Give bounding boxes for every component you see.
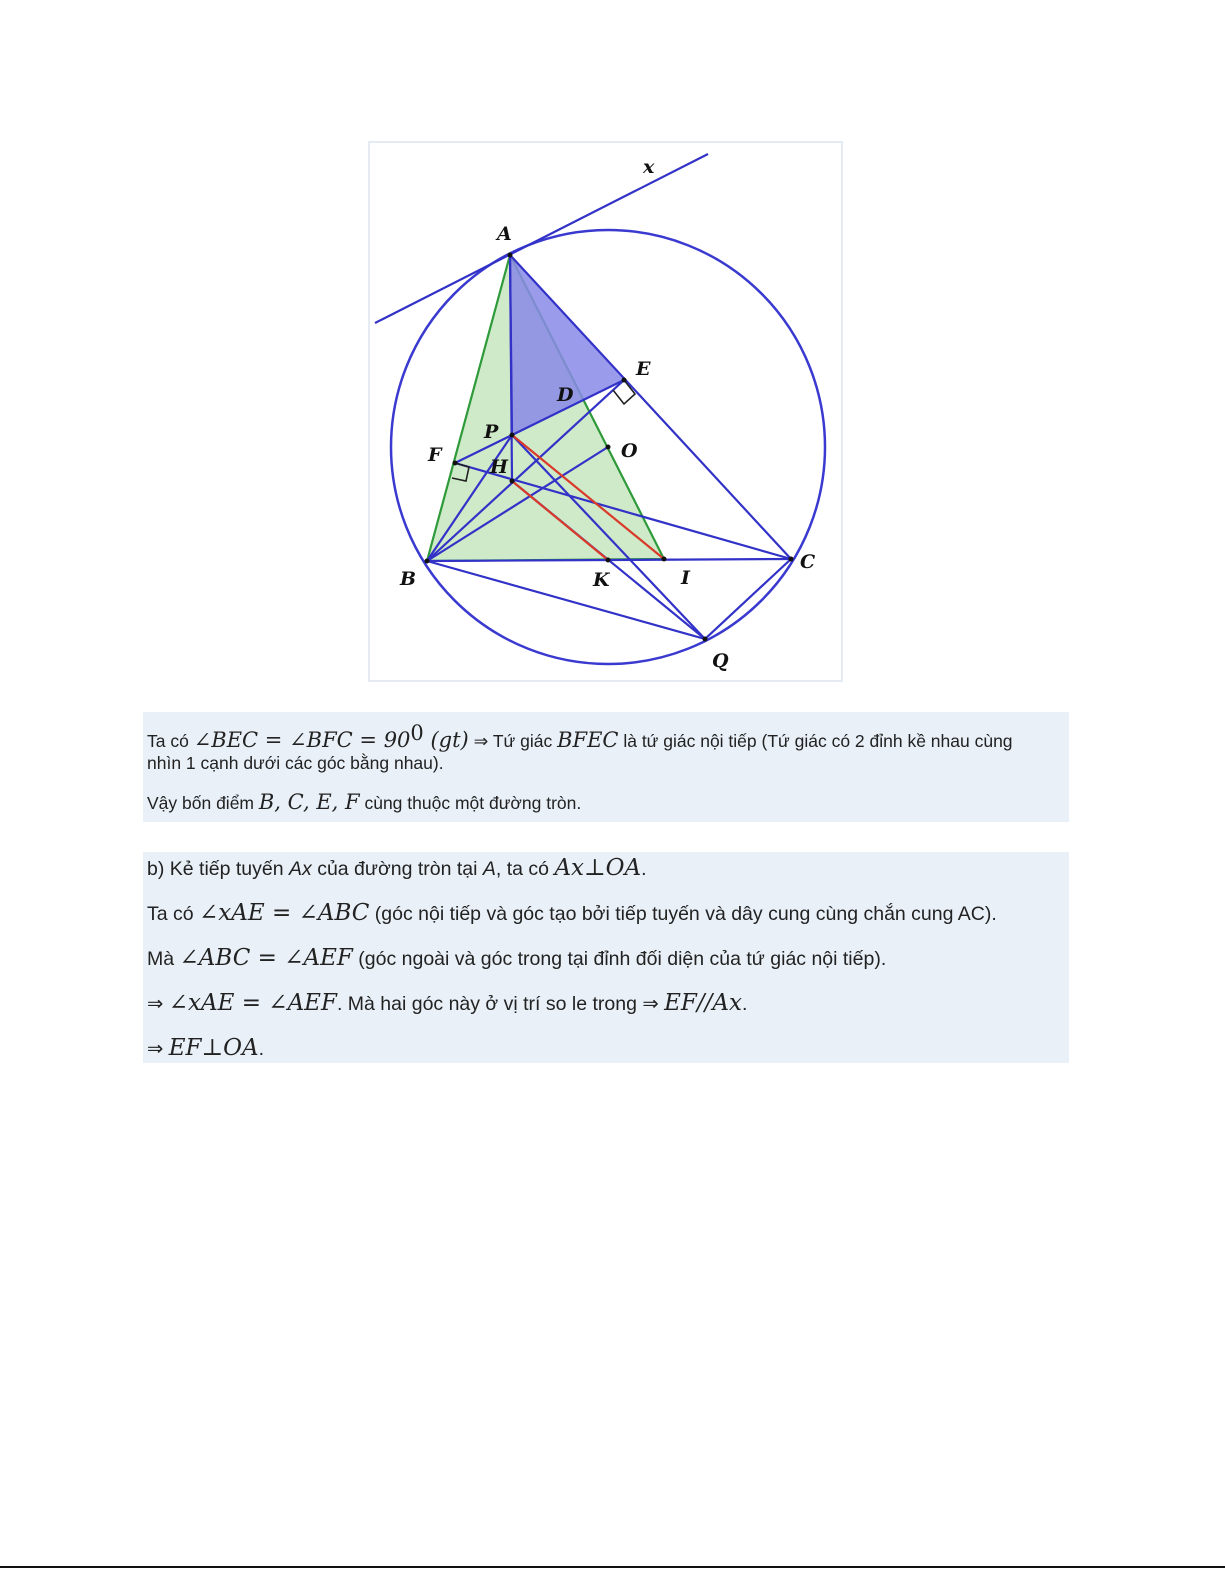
geometry-figure	[368, 141, 843, 682]
proof-a-line-2: nhìn 1 cạnh dưới các góc bằng nhau).	[147, 753, 444, 773]
proof-b-line-5: ⇒ EF⊥OA.	[147, 1035, 265, 1061]
proof-part-b	[143, 852, 1069, 1063]
proof-b-line-2: Ta có ∠xAE = ∠ABC (góc nội tiếp và góc tạo bởi tiếp tuyến và dây cung cùng chắn cung AC).	[147, 900, 997, 926]
label-i: I	[681, 567, 690, 589]
geometry-diagram	[370, 143, 841, 680]
label-q: Q	[712, 650, 729, 672]
segment-cq	[705, 559, 791, 639]
label-d: D	[557, 384, 574, 406]
proof-a-line-1: Ta có ∠BEC = ∠BFC = $90^0$ (gt) ⇒ Tứ giác BFEC là tứ giác nội tiếp (Tứ giác có 2 đỉnh kề nhau cùng	[147, 721, 1013, 752]
segment-bq	[427, 561, 705, 639]
proof-b-line-3: Mà ∠ABC = ∠AEF (góc ngoài và góc trong tại đỉnh đối diện của tứ giác nội tiếp).	[147, 945, 887, 971]
label-k: K	[593, 569, 610, 591]
label-h: H	[490, 456, 508, 478]
label-b: B	[400, 568, 417, 590]
footer-rule	[0, 1566, 1225, 1568]
label-c: C	[800, 551, 816, 573]
proof-b-line-4: ⇒ ∠xAE = ∠AEF. Mà hai góc này ở vị trí so le trong ⇒ EF//Ax.	[147, 990, 748, 1016]
label-p: P	[484, 421, 499, 443]
label-o: O	[621, 440, 638, 462]
proof-part-a	[143, 712, 1069, 822]
proof-b-line-1: b) Kẻ tiếp tuyến Ax của đường tròn tại A, ta có Ax⊥OA.	[147, 855, 647, 881]
label-e: E	[636, 358, 651, 380]
label-f: F	[428, 444, 442, 466]
label-a: A	[497, 223, 512, 245]
proof-a-line-3: Vậy bốn điểm B, C, E, F cùng thuộc một đường tròn.	[147, 790, 582, 814]
label-x: x	[643, 156, 655, 178]
